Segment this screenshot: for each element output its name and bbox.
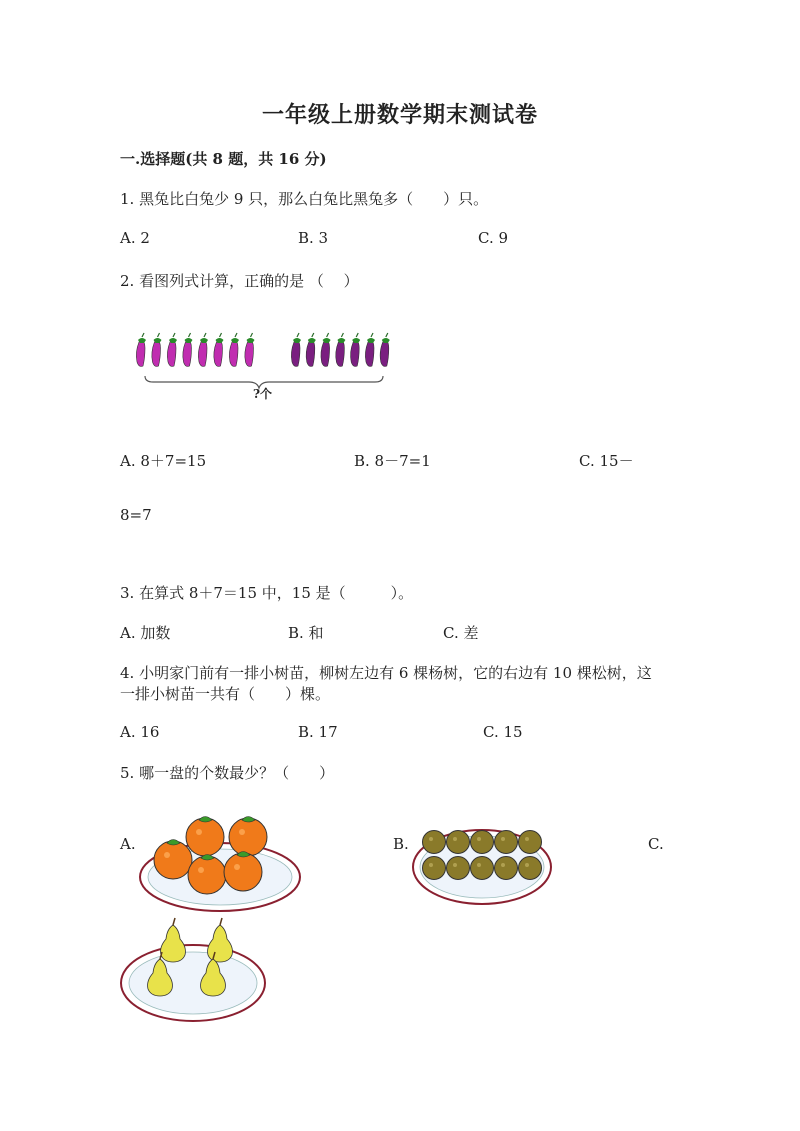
kiwi-icon [519,831,542,854]
eggplant-icon [365,333,375,367]
question-2-stem: 2. 看图列式计算，正确的是 （ ） [120,272,359,290]
question-4-stem-line-1: 4. 小明家门前有一排小树苗，柳树左边有 6 棵杨树，它的右边有 10 棵松树，这 [120,664,652,682]
kiwi-plate-image [410,822,555,907]
question-2-option-a[interactable]: A. 8＋7=15 [120,452,207,470]
question-2-option-c-continued: 8=7 [120,506,152,524]
eggplant-icon [306,333,316,367]
question-4-option-c[interactable]: C. 15 [483,723,523,741]
eggplant-icon [291,333,301,367]
question-3-stem: 3. 在算式 8＋7＝15 中，15 是（ ）。 [120,584,414,602]
kiwi-icon [447,831,470,854]
question-5-option-c[interactable]: C. [648,835,664,853]
eggplant-icon [183,333,193,367]
question-5-option-b[interactable]: B. [393,835,409,853]
question-3-option-b[interactable]: B. 和 [288,624,324,642]
kiwi-icon [423,831,446,854]
question-1-stem: 1. 黑兔比白兔少 9 只，那么白兔比黑兔多（ ）只。 [120,190,489,208]
question-2-option-b[interactable]: B. 8－7=1 [354,452,431,470]
page-title: 一年级上册数学期末测试卷 [261,102,538,128]
eggplant-icon [152,333,162,367]
pear-icon [161,918,186,962]
eggplant-icon [336,333,346,367]
question-1-option-b[interactable]: B. 3 [298,229,329,247]
question-5-option-a[interactable]: A. [120,835,136,853]
question-4-stem-line-2: 一排小树苗一共有（ ）棵。 [120,685,331,703]
eggplant-icon [214,333,224,367]
kiwi-icon [423,857,446,880]
pear-plate-image [118,915,268,1025]
orange-plate-image [135,815,305,915]
kiwi-icon [471,831,494,854]
orange-icon [186,817,224,857]
eggplant-icon [167,333,177,367]
eggplant-icon [321,333,331,367]
orange-icon [229,817,267,857]
question-1-option-c[interactable]: C. 9 [478,229,509,247]
kiwi-icon [495,831,518,854]
question-1-option-a[interactable]: A. 2 [120,229,150,247]
kiwi-icon [495,857,518,880]
eggplant-icon [245,333,255,367]
eggplant-icon [380,333,390,367]
question-2-option-c[interactable]: C. 15－ [579,452,634,470]
question-3-option-a[interactable]: A. 加数 [120,624,171,642]
eggplant-icon [198,333,208,367]
brace-label: ?个 [253,387,273,401]
pear-icon [208,918,233,962]
question-3-option-c[interactable]: C. 差 [443,624,479,642]
kiwi-icon [519,857,542,880]
section-heading: 一.选择题(共 8 题，共 16 分) [120,150,327,168]
kiwi-icon [447,857,470,880]
question-5-stem: 5. 哪一盘的个数最少？（ ） [120,764,335,782]
question-4-option-b[interactable]: B. 17 [298,723,338,741]
eggplant-icon [351,333,361,367]
eggplant-icon [136,333,146,367]
kiwi-icon [471,857,494,880]
eggplant-icon [229,333,239,367]
question-4-option-a[interactable]: A. 16 [120,723,160,741]
